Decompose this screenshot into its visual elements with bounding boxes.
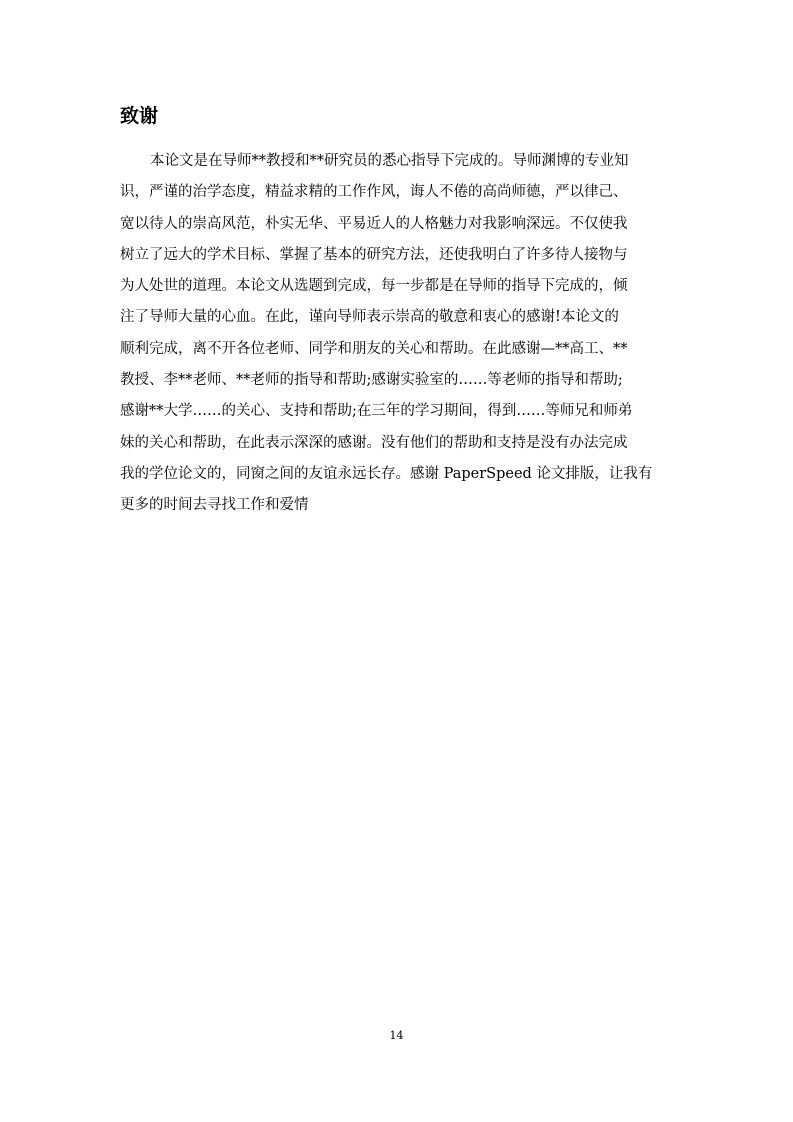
acknowledgement-paragraph xyxy=(120,146,686,522)
paragraph-line: 宽以待人的崇高风范，朴实无华、平易近人的人格魅力对我影响深远。不仅使我 xyxy=(120,215,628,232)
paragraph-line: 妹的关心和帮助，在此表示深深的感谢。没有他们的帮助和支持是没有办法完成 xyxy=(120,434,628,451)
paragraph-line: 教授、李**老师、**老师的指导和帮助;感谢实验室的……等老师的指导和帮助; xyxy=(120,372,623,389)
paragraph-line: 树立了远大的学术目标、掌握了基本的研究方法，还使我明白了许多待人接物与 xyxy=(120,246,628,263)
paragraph-line: 本论文是在导师**教授和**研究员的悉心指导下完成的。导师渊博的专业知 xyxy=(150,153,629,169)
paragraph-line: 注了导师大量的心血。在此，谨向导师表示崇高的敬意和衷心的感谢!本论文的 xyxy=(120,309,619,326)
paragraph-line: 感谢**大学……的关心、支持和帮助;在三年的学习期间，得到……等师兄和师弟 xyxy=(120,403,633,420)
paragraph-line: 为人处世的道理。本论文从选题到完成，每一步都是在导师的指导下完成的，倾 xyxy=(120,278,628,295)
paragraph-line: 顺利完成，离不开各位老师、同学和朋友的关心和帮助。在此感谢—**高工、** xyxy=(120,340,628,357)
section-heading: 致谢 xyxy=(120,105,159,127)
paragraph-line: 识，严谨的治学态度，精益求精的工作作风，诲人不倦的高尚师德，严以律己、 xyxy=(120,184,628,201)
page-number: 14 xyxy=(389,1029,404,1042)
paragraph-line: 更多的时间去寻找工作和爱情 xyxy=(120,497,309,514)
paragraph-line: 我的学位论文的，同窗之间的友谊永远长存。感谢 PaperSpeed 论文排版，让我有 xyxy=(120,465,653,482)
